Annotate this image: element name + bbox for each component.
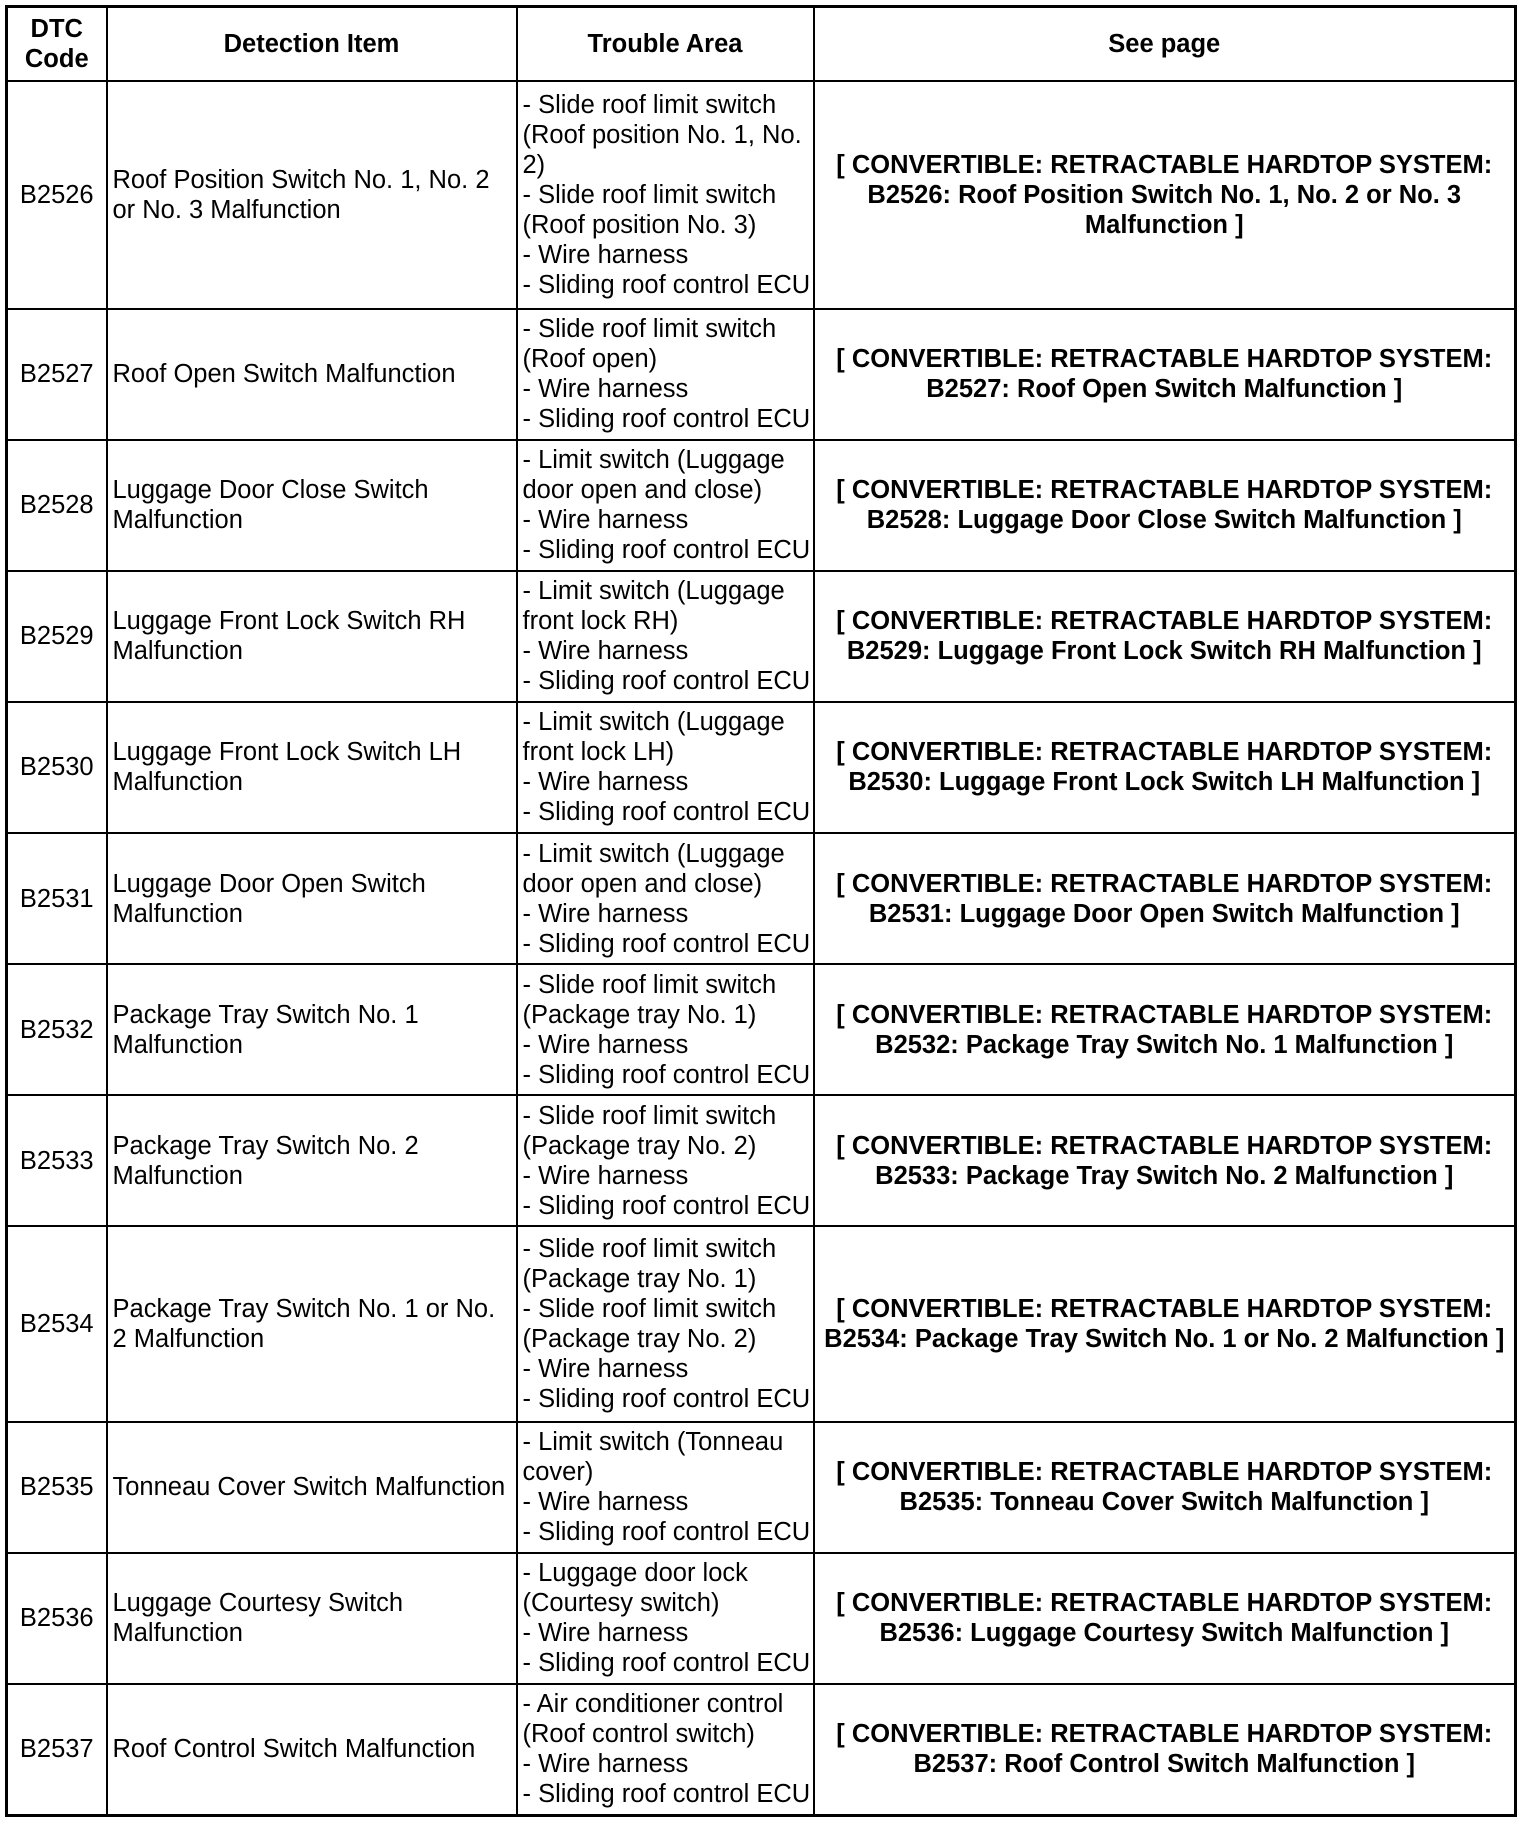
trouble-area bbox=[517, 1684, 814, 1816]
table-row bbox=[7, 1095, 1516, 1226]
detection-item: Luggage Front Lock Switch RH Malfunction bbox=[107, 571, 517, 702]
dtc-code: B2531 bbox=[7, 833, 107, 964]
trouble-area-line: - Wire harness bbox=[522, 506, 689, 535]
table-row bbox=[7, 1684, 1516, 1816]
trouble-area-line: cover) bbox=[522, 1458, 594, 1487]
trouble-area-line: - Slide roof limit switch bbox=[522, 1101, 777, 1130]
dtc-code: B2534 bbox=[7, 1226, 107, 1422]
trouble-area-line: - Luggage door lock bbox=[522, 1559, 748, 1588]
trouble-area-line: front lock RH) bbox=[522, 607, 679, 636]
trouble-area-line: - Wire harness bbox=[522, 240, 689, 269]
dtc-code: B2526 bbox=[7, 81, 107, 309]
table-row bbox=[7, 833, 1516, 964]
trouble-area-line: (Package tray No. 1) bbox=[522, 1264, 757, 1293]
trouble-area-line: - Sliding roof control ECU bbox=[522, 929, 811, 958]
dtc-code: B2536 bbox=[7, 1553, 107, 1684]
trouble-area-line: 2) bbox=[522, 150, 546, 179]
trouble-area-line: (Roof control switch) bbox=[522, 1720, 755, 1749]
trouble-area-line: - Sliding roof control ECU bbox=[522, 1191, 811, 1220]
table-header-row bbox=[7, 7, 1516, 82]
trouble-area bbox=[517, 571, 814, 702]
trouble-area-line: - Slide roof limit switch bbox=[522, 1294, 777, 1323]
see-page-link[interactable]: [ CONVERTIBLE: RETRACTABLE HARDTOP SYSTEM: B2537: Roof Control Switch Malfunction ] bbox=[814, 1684, 1516, 1816]
trouble-area-line: - Sliding roof control ECU bbox=[522, 1780, 811, 1809]
trouble-area-line: (Roof open) bbox=[522, 345, 658, 374]
trouble-area-line: - Sliding roof control ECU bbox=[522, 1060, 811, 1089]
trouble-area-line: - Limit switch (Luggage bbox=[522, 708, 785, 737]
detection-item: Roof Control Switch Malfunction bbox=[107, 1684, 517, 1816]
trouble-area-line: - Slide roof limit switch bbox=[522, 1234, 777, 1263]
detection-item: Package Tray Switch No. 1 Malfunction bbox=[107, 964, 517, 1095]
table-row bbox=[7, 1553, 1516, 1684]
detection-item: Luggage Door Close Switch Malfunction bbox=[107, 440, 517, 571]
trouble-area bbox=[517, 440, 814, 571]
trouble-area-line: door open and close) bbox=[522, 869, 763, 898]
trouble-area-line: - Wire harness bbox=[522, 375, 689, 404]
trouble-area bbox=[517, 1095, 814, 1226]
dtc-code: B2528 bbox=[7, 440, 107, 571]
trouble-area-line: (Package tray No. 1) bbox=[522, 1000, 757, 1029]
trouble-area-line: - Wire harness bbox=[522, 1030, 689, 1059]
dtc-code: B2532 bbox=[7, 964, 107, 1095]
table-row bbox=[7, 964, 1516, 1095]
table-body bbox=[7, 81, 1516, 1816]
detection-item: Luggage Door Open Switch Malfunction bbox=[107, 833, 517, 964]
table-row bbox=[7, 702, 1516, 833]
trouble-area-line: - Wire harness bbox=[522, 768, 689, 797]
trouble-area-line: - Limit switch (Luggage bbox=[522, 446, 785, 475]
see-page-link[interactable]: [ CONVERTIBLE: RETRACTABLE HARDTOP SYSTEM: B2528: Luggage Door Close Switch Malfunction ] bbox=[814, 440, 1516, 571]
trouble-area-line: - Wire harness bbox=[522, 1488, 689, 1517]
see-page-link[interactable]: [ CONVERTIBLE: RETRACTABLE HARDTOP SYSTEM: B2529: Luggage Front Lock Switch RH Malfunction ] bbox=[814, 571, 1516, 702]
trouble-area-line: - Wire harness bbox=[522, 1750, 689, 1779]
trouble-area-line: - Wire harness bbox=[522, 899, 689, 928]
trouble-area-line: - Sliding roof control ECU bbox=[522, 1518, 811, 1547]
trouble-area-line: - Slide roof limit switch bbox=[522, 180, 777, 209]
trouble-area-line: - Air conditioner control bbox=[522, 1690, 784, 1719]
see-page-link[interactable]: [ CONVERTIBLE: RETRACTABLE HARDTOP SYSTEM: B2532: Package Tray Switch No. 1 Malfunction ] bbox=[814, 964, 1516, 1095]
trouble-area-line: - Sliding roof control ECU bbox=[522, 1649, 811, 1678]
trouble-area-line: - Sliding roof control ECU bbox=[522, 798, 811, 827]
trouble-area-line: - Wire harness bbox=[522, 637, 689, 666]
detection-item: Luggage Front Lock Switch LH Malfunction bbox=[107, 702, 517, 833]
see-page-link[interactable]: [ CONVERTIBLE: RETRACTABLE HARDTOP SYSTEM: B2533: Package Tray Switch No. 2 Malfunction ] bbox=[814, 1095, 1516, 1226]
trouble-area bbox=[517, 309, 814, 440]
table-row bbox=[7, 81, 1516, 309]
table-row bbox=[7, 1422, 1516, 1553]
header-trouble-area: Trouble Area bbox=[517, 7, 814, 82]
trouble-area-line: - Sliding roof control ECU bbox=[522, 667, 811, 696]
table-row bbox=[7, 309, 1516, 440]
trouble-area bbox=[517, 702, 814, 833]
dtc-code: B2535 bbox=[7, 1422, 107, 1553]
trouble-area-line: (Package tray No. 2) bbox=[522, 1324, 757, 1353]
dtc-code: B2530 bbox=[7, 702, 107, 833]
detection-item: Roof Position Switch No. 1, No. 2 or No. 3 Malfunction bbox=[107, 81, 517, 309]
detection-item: Package Tray Switch No. 2 Malfunction bbox=[107, 1095, 517, 1226]
trouble-area-line: door open and close) bbox=[522, 476, 763, 505]
header-see-page: See page bbox=[814, 7, 1516, 82]
trouble-area-line: - Slide roof limit switch bbox=[522, 315, 777, 344]
detection-item: Package Tray Switch No. 1 or No. 2 Malfunction bbox=[107, 1226, 517, 1422]
dtc-code: B2527 bbox=[7, 309, 107, 440]
trouble-area-line: - Sliding roof control ECU bbox=[522, 405, 811, 434]
see-page-link[interactable]: [ CONVERTIBLE: RETRACTABLE HARDTOP SYSTEM: B2534: Package Tray Switch No. 1 or No. 2 Malfunction ] bbox=[814, 1226, 1516, 1422]
dtc-code: B2537 bbox=[7, 1684, 107, 1816]
trouble-area-line: - Slide roof limit switch bbox=[522, 970, 777, 999]
trouble-area-line: (Roof position No. 3) bbox=[522, 210, 757, 239]
trouble-area bbox=[517, 81, 814, 309]
trouble-area-line: front lock LH) bbox=[522, 738, 675, 767]
trouble-area bbox=[517, 1226, 814, 1422]
trouble-area-line: - Limit switch (Luggage bbox=[522, 839, 785, 868]
see-page-link[interactable]: [ CONVERTIBLE: RETRACTABLE HARDTOP SYSTEM: B2535: Tonneau Cover Switch Malfunction ] bbox=[814, 1422, 1516, 1553]
trouble-area-line: - Limit switch (Luggage bbox=[522, 577, 785, 606]
header-detection-item: Detection Item bbox=[107, 7, 517, 82]
trouble-area-line: (Courtesy switch) bbox=[522, 1589, 720, 1618]
see-page-link[interactable]: [ CONVERTIBLE: RETRACTABLE HARDTOP SYSTEM: B2530: Luggage Front Lock Switch LH Malfunction ] bbox=[814, 702, 1516, 833]
dtc-table bbox=[5, 5, 1517, 1817]
trouble-area-line: - Sliding roof control ECU bbox=[522, 536, 811, 565]
table-row bbox=[7, 440, 1516, 571]
see-page-link[interactable]: [ CONVERTIBLE: RETRACTABLE HARDTOP SYSTEM: B2531: Luggage Door Open Switch Malfunction ] bbox=[814, 833, 1516, 964]
trouble-area-line: - Limit switch (Tonneau bbox=[522, 1428, 784, 1457]
detection-item: Tonneau Cover Switch Malfunction bbox=[107, 1422, 517, 1553]
see-page-link[interactable]: [ CONVERTIBLE: RETRACTABLE HARDTOP SYSTEM: B2536: Luggage Courtesy Switch Malfunction ] bbox=[814, 1553, 1516, 1684]
trouble-area-line: - Wire harness bbox=[522, 1354, 689, 1383]
trouble-area bbox=[517, 964, 814, 1095]
trouble-area bbox=[517, 1553, 814, 1684]
see-page-link[interactable]: [ CONVERTIBLE: RETRACTABLE HARDTOP SYSTEM: B2527: Roof Open Switch Malfunction ] bbox=[814, 309, 1516, 440]
see-page-link[interactable]: [ CONVERTIBLE: RETRACTABLE HARDTOP SYSTEM: B2526: Roof Position Switch No. 1, No. 2 or No. 3 Malfunction ] bbox=[814, 81, 1516, 309]
dtc-code: B2529 bbox=[7, 571, 107, 702]
trouble-area bbox=[517, 1422, 814, 1553]
trouble-area-line: - Slide roof limit switch bbox=[522, 90, 777, 119]
trouble-area-line: - Wire harness bbox=[522, 1161, 689, 1190]
trouble-area-line: (Package tray No. 2) bbox=[522, 1131, 757, 1160]
trouble-area-line: - Sliding roof control ECU bbox=[522, 270, 811, 299]
trouble-area bbox=[517, 833, 814, 964]
trouble-area-line: - Wire harness bbox=[522, 1619, 689, 1648]
detection-item: Roof Open Switch Malfunction bbox=[107, 309, 517, 440]
table-row bbox=[7, 571, 1516, 702]
trouble-area-line: - Sliding roof control ECU bbox=[522, 1384, 811, 1413]
detection-item: Luggage Courtesy Switch Malfunction bbox=[107, 1553, 517, 1684]
table-row bbox=[7, 1226, 1516, 1422]
dtc-code: B2533 bbox=[7, 1095, 107, 1226]
trouble-area-line: (Roof position No. 1, No. bbox=[522, 120, 802, 149]
header-dtc-code: DTC Code bbox=[7, 7, 107, 82]
